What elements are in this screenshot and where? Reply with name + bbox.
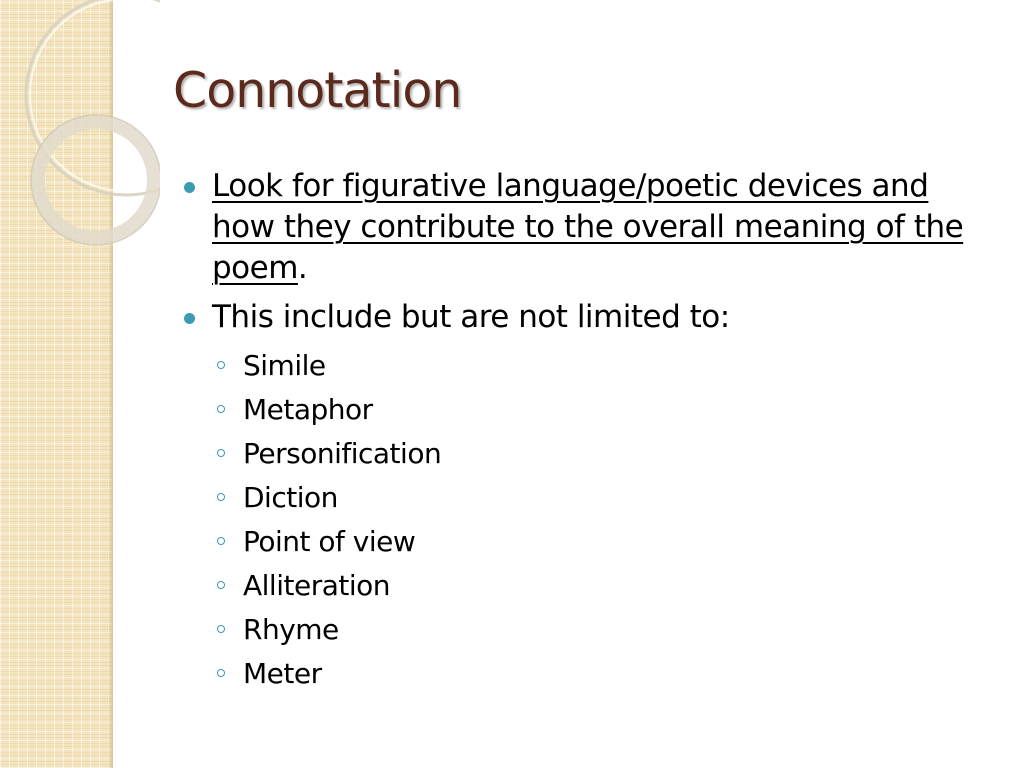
- sub-bullet-list: [182, 344, 982, 696]
- sub-bullet-label: Point of view: [243, 525, 416, 558]
- ring-bullet-icon: [217, 537, 225, 545]
- bullet-text: This include but are not limited to:: [212, 299, 730, 335]
- slide-title: Connotation: [173, 62, 462, 119]
- sub-bullet-item: [182, 388, 982, 432]
- bullet-text-tail: .: [297, 250, 308, 286]
- bullet-dot-icon: [184, 182, 195, 193]
- ring-bullet-icon: [217, 361, 225, 369]
- sub-bullet-item: [182, 520, 982, 564]
- sub-bullet-item: [182, 432, 982, 476]
- sub-bullet-label: Diction: [243, 481, 338, 514]
- ring-bullet-icon: [217, 581, 225, 589]
- sub-bullet-label: Meter: [243, 657, 322, 690]
- bullet-underlined-text: Look for figurative language/poetic devices and how they contribute to the overall meaning of the poem: [212, 168, 964, 286]
- sub-bullet-item: [182, 344, 982, 388]
- decorative-ring: [38, 122, 154, 238]
- ring-bullet-icon: [217, 493, 225, 501]
- sub-bullet-item: [182, 476, 982, 520]
- bullet-item: [182, 297, 982, 338]
- decorative-circles: [0, 0, 160, 260]
- ring-bullet-icon: [217, 625, 225, 633]
- sub-bullet-item: [182, 564, 982, 608]
- slide-body: [182, 166, 982, 696]
- sub-bullet-item: [182, 652, 982, 696]
- bullet-dot-icon: [184, 313, 195, 324]
- bullet-item: [182, 166, 982, 289]
- sub-bullet-label: Alliteration: [243, 569, 391, 602]
- sub-bullet-label: Simile: [243, 349, 326, 382]
- ring-bullet-icon: [217, 449, 225, 457]
- sub-bullet-item: [182, 608, 982, 652]
- ring-bullet-icon: [217, 669, 225, 677]
- sub-bullet-label: Rhyme: [243, 613, 339, 646]
- ring-bullet-icon: [217, 405, 225, 413]
- sub-bullet-label: Personification: [243, 437, 442, 470]
- sub-bullet-label: Metaphor: [243, 393, 373, 426]
